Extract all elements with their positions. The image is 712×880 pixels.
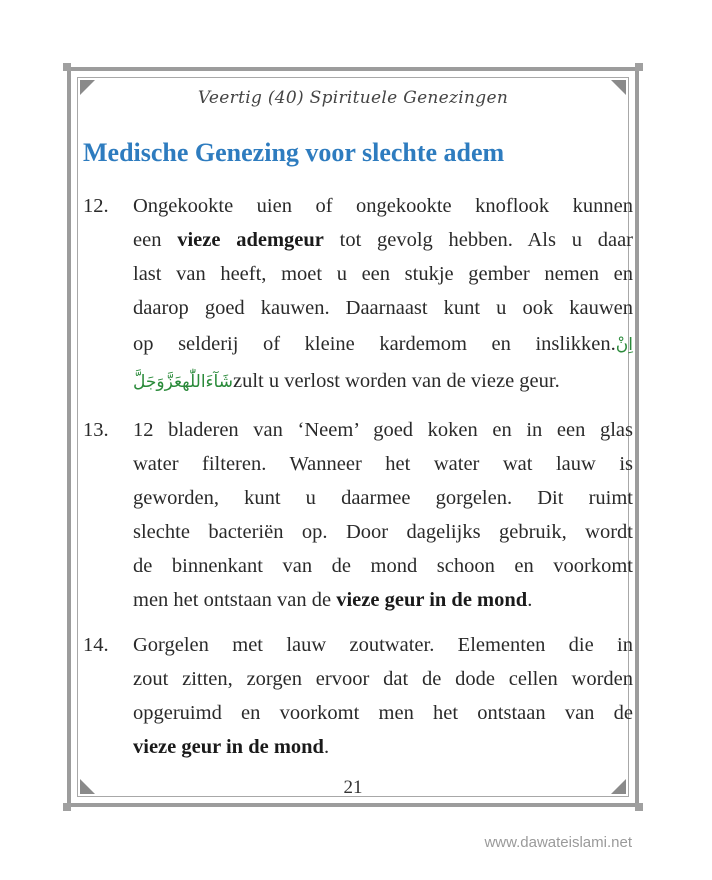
text-line: zout zitten, zorgen ervoor dat de dode cellen worden — [133, 668, 633, 690]
arabic-phrase: شَآءَاللّٰهعَزَّوَجَلَّ — [133, 372, 233, 392]
corner-square-top-left — [63, 63, 71, 71]
bold-phrase: vieze geur in de mond — [336, 589, 528, 611]
item-text — [133, 628, 633, 764]
section-heading: Medische Genezing voor slechte adem — [83, 138, 505, 167]
item-text — [133, 189, 633, 399]
text-line: opgeruimd en voorkomt men het ontstaan van de — [133, 702, 633, 724]
text-line: daarop goed kauwen. Daarnaast kunt u ook kauwen — [133, 297, 633, 319]
text-line: last van heeft, moet u een stukje gember nemen en — [133, 263, 633, 285]
item-number: 13. — [83, 419, 109, 441]
corner-square-bottom-left — [63, 803, 71, 811]
bold-phrase: vieze ademgeur — [177, 229, 324, 251]
text-line: op selderij of kleine kardemom en inslikken.اِنْ — [133, 333, 633, 355]
text-line: Gorgelen met lauw zoutwater. Elementen die in — [133, 634, 633, 656]
running-title: Veertig (40) Spirituele Genezingen — [197, 88, 509, 108]
bold-phrase: vieze geur in de mond — [133, 736, 324, 758]
arabic-phrase: اِنْ — [615, 335, 633, 355]
item-text — [133, 413, 633, 617]
corner-square-bottom-right — [635, 803, 643, 811]
text-line: vieze geur in de mond. — [133, 736, 330, 758]
text-line: water filteren. Wanneer het water wat lauw is — [133, 453, 633, 475]
text-line: de binnenkant van de mond schoon en voorkomt — [133, 555, 633, 577]
text-line: geworden, kunt u daarmee gorgelen. Dit ruimt — [133, 487, 633, 509]
text-line: 12 bladeren van ‘Neem’ goed koken en in een glas — [133, 419, 633, 441]
item-number: 14. — [83, 634, 109, 656]
item-number: 12. — [83, 195, 109, 217]
page-number: 21 — [343, 777, 363, 798]
text-line: شَآءَاللّٰهعَزَّوَجَلَّzult u verlost worden van de vieze geur. — [133, 370, 560, 392]
website-url: www.dawateislami.net — [484, 834, 632, 851]
corner-square-top-right — [635, 63, 643, 71]
text-line: Ongekookte uien of ongekookte knoflook kunnen — [133, 195, 633, 217]
text-line: slechte bacteriën op. Door dagelijks gebruik, wordt — [133, 521, 633, 543]
text-line: een vieze ademgeur tot gevolg hebben. Als u daar — [133, 229, 633, 251]
text-line: men het ontstaan van de vieze geur in de mond. — [133, 589, 533, 611]
